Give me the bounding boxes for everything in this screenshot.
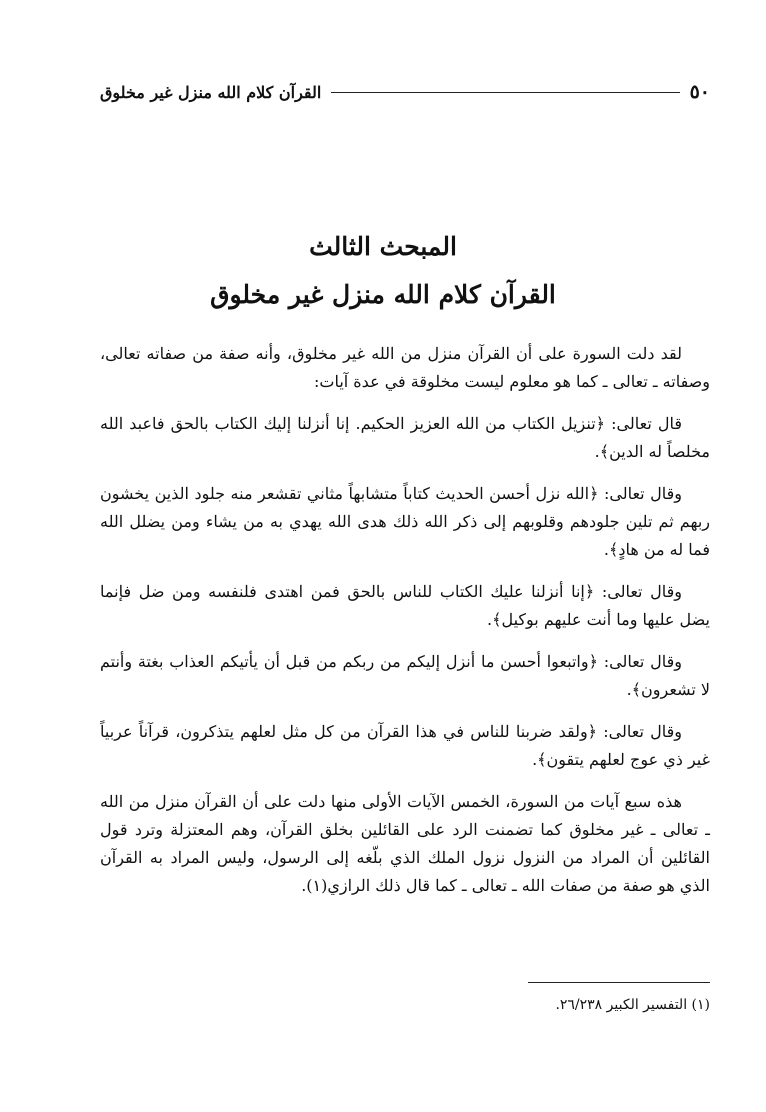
body-text (100, 340, 710, 912)
paragraph-intro: لقد دلت السورة على أن القرآن منزل من الله غير مخلوق، وأنه صفة من صفاته تعالى، وصفاته ـ تعالى ـ كما هو معلوم ليست مخلوقة في عدة آيات: (100, 344, 710, 391)
section-label: المبحث الثالث (309, 232, 457, 261)
paragraph-conclusion: هذه سبع آيات من السورة، الخمس الآيات الأولى منها دلت على أن القرآن منزل من الله ـ تعالى ـ غير مخلوق كما تضمنت الرد على القائلين بخلق القرآن، وهم المعتزلة وترد قول القائلين أن المراد من النزول نزول الملك الذي بلّغه إلى الرسول، وليس المراد به القرآن الذي هو صفة من صفات الله ـ تعالى ـ كما قال ذلك الرازي(١). (100, 792, 710, 895)
page-number: ٥٠ (689, 81, 710, 103)
paragraph-verse-4: وقال تعالى: ﴿واتبعوا أحسن ما أنزل إليكم من ربكم من قبل أن يأتيكم العذاب بغتة وأنتم لا تشعرون﴾. (100, 652, 710, 699)
header-rule (331, 92, 679, 93)
paragraph-verse-3: وقال تعالى: ﴿إنا أنزلنا عليك الكتاب للناس بالحق فمن اهتدى فلنفسه ومن ضل فإنما يضل عليها وما أنت عليهم بوكيل﴾. (100, 582, 710, 629)
running-title: القرآن كلام الله منزل غير مخلوق (100, 82, 322, 102)
paragraph-verse-2: وقال تعالى: ﴿الله نزل أحسن الحديث كتاباً متشابهاً مثاني تقشعر منه جلود الذين يخشون ربهم ثم تلين جلودهم وقلوبهم إلى ذكر الله ذلك هدى الله يهدي به من يشاء ومن يضلل الله فما له من هادٍ﴾. (100, 484, 710, 559)
paragraph-verse-5: وقال تعالى: ﴿ولقد ضربنا للناس في هذا القرآن من كل مثل لعلهم يتذكرون، قرآناً عربياً غير ذي عوج لعلهم يتقون﴾. (100, 722, 710, 769)
paragraph-verse-1: قال تعالى: ﴿تنزيل الكتاب من الله العزيز الحكيم. إنا أنزلنا إليك الكتاب بالحق فاعبد الله مخلصاً له الدين﴾. (100, 414, 710, 461)
footnote: (١) التفسير الكبير ٢٦/٢٣٨. (555, 997, 710, 1013)
running-header (100, 78, 710, 106)
section-title: القرآن كلام الله منزل غير مخلوق (210, 280, 556, 309)
footnote-rule (528, 982, 710, 983)
